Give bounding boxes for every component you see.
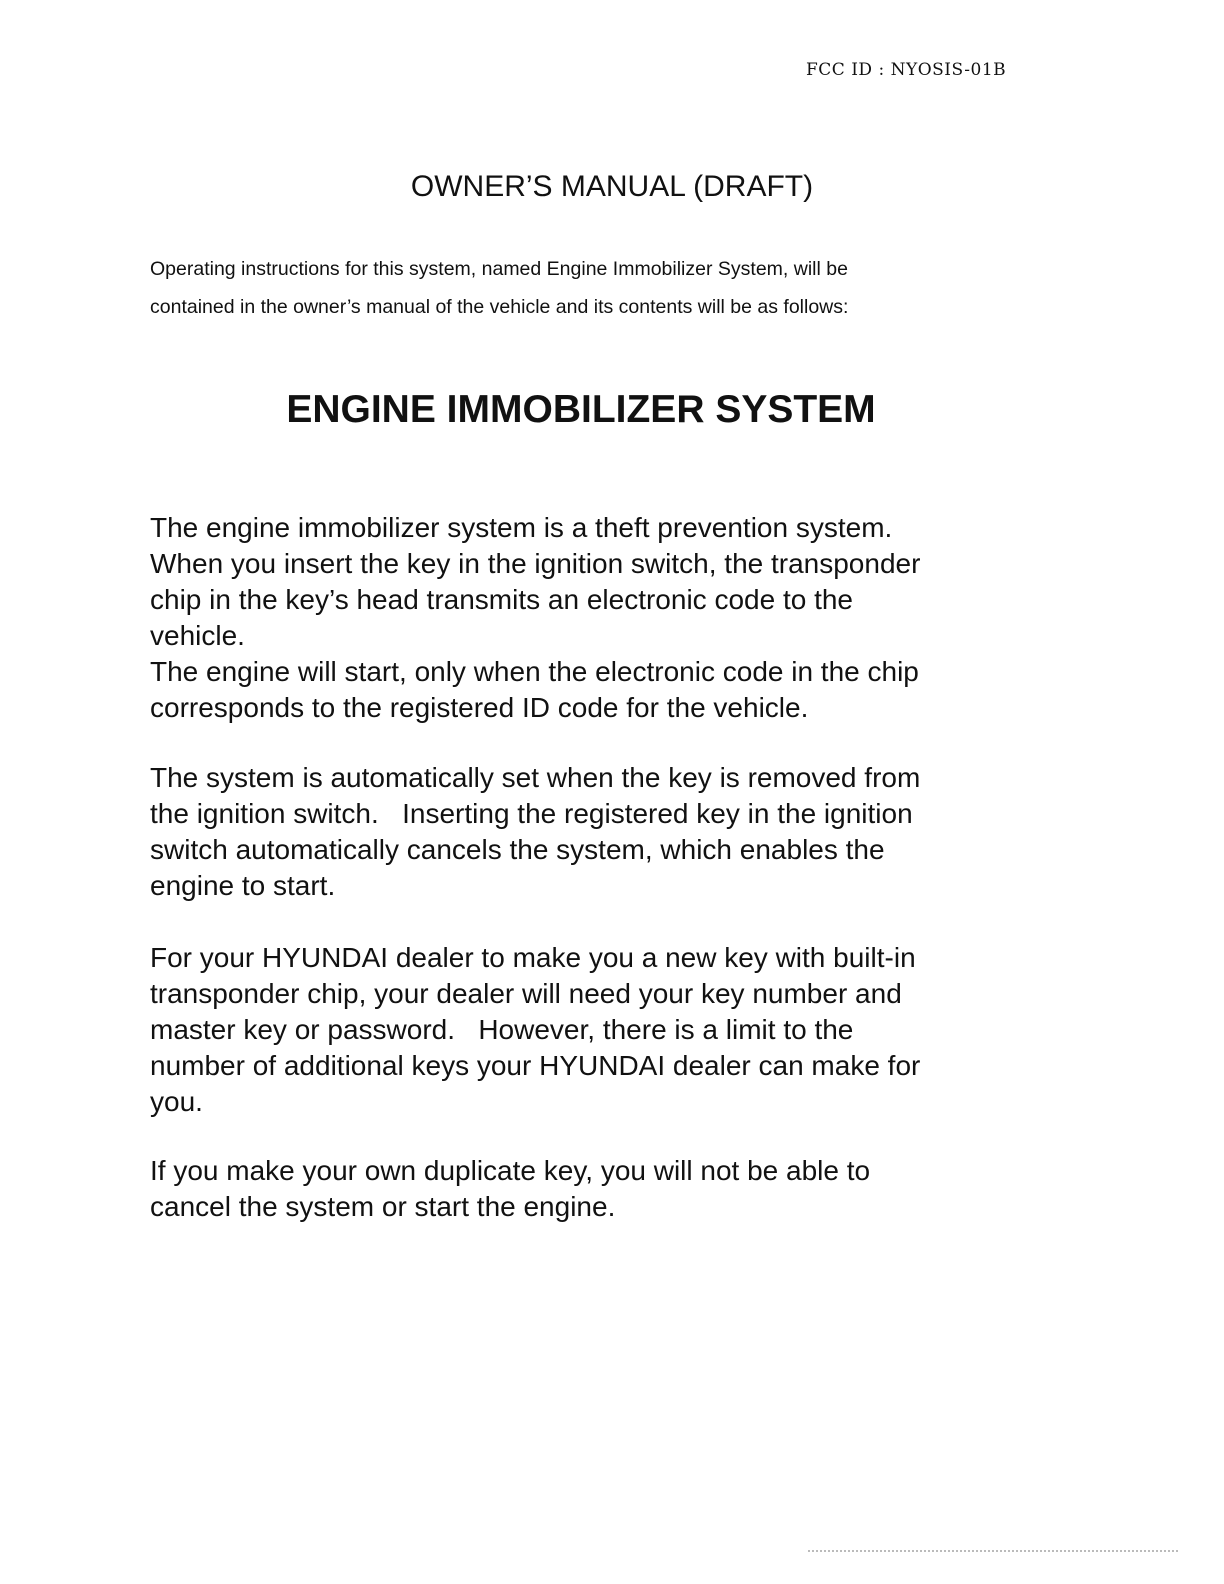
paragraph-how-it-works xyxy=(150,510,1050,726)
fcc-id-label: FCC ID : NYOSIS-01B xyxy=(806,60,1007,80)
paragraph-duplicate-key xyxy=(150,1153,1050,1225)
paragraph-line: transponder chip, your dealer will need your key number and xyxy=(150,978,902,1009)
paragraph-line: the ignition switch. Inserting the registered key in the ignition xyxy=(150,798,913,829)
manual-title: OWNER’S MANUAL (DRAFT) xyxy=(410,170,814,203)
paragraph-line: If you make your own duplicate key, you will not be able to xyxy=(150,1155,871,1186)
paragraph-line: corresponds to the registered ID code for the vehicle. xyxy=(150,692,809,723)
scan-artifact xyxy=(808,1550,1178,1556)
paragraph-auto-set xyxy=(150,760,1050,904)
paragraph-new-key xyxy=(150,940,1050,1120)
paragraph-line: cancel the system or start the engine. xyxy=(150,1191,616,1222)
paragraph-line: number of additional keys your HYUNDAI dealer can make for xyxy=(150,1050,921,1081)
intro-line: contained in the owner’s manual of the vehicle and its contents will be as follows: xyxy=(150,296,849,318)
paragraph-line: engine to start. xyxy=(150,870,336,901)
paragraph-line: master key or password. However, there is a limit to the xyxy=(150,1014,854,1045)
paragraph-line: For your HYUNDAI dealer to make you a new key with built-in xyxy=(150,942,916,973)
intro-line: Operating instructions for this system, named Engine Immobilizer System, will be xyxy=(150,258,848,280)
paragraph-line: switch automatically cancels the system, which enables the xyxy=(150,834,885,865)
paragraph-line: you. xyxy=(150,1086,203,1117)
paragraph-line: The engine will start, only when the electronic code in the chip xyxy=(150,656,919,687)
intro-paragraph xyxy=(150,250,1050,326)
paragraph-line: The engine immobilizer system is a theft prevention system. xyxy=(150,512,893,543)
paragraph-line: The system is automatically set when the key is removed from xyxy=(150,762,921,793)
section-title: ENGINE IMMOBILIZER SYSTEM xyxy=(286,388,876,431)
paragraph-line: chip in the key’s head transmits an electronic code to the xyxy=(150,584,853,615)
paragraph-line: vehicle. xyxy=(150,620,245,651)
paragraph-line: When you insert the key in the ignition switch, the transponder xyxy=(150,548,921,579)
